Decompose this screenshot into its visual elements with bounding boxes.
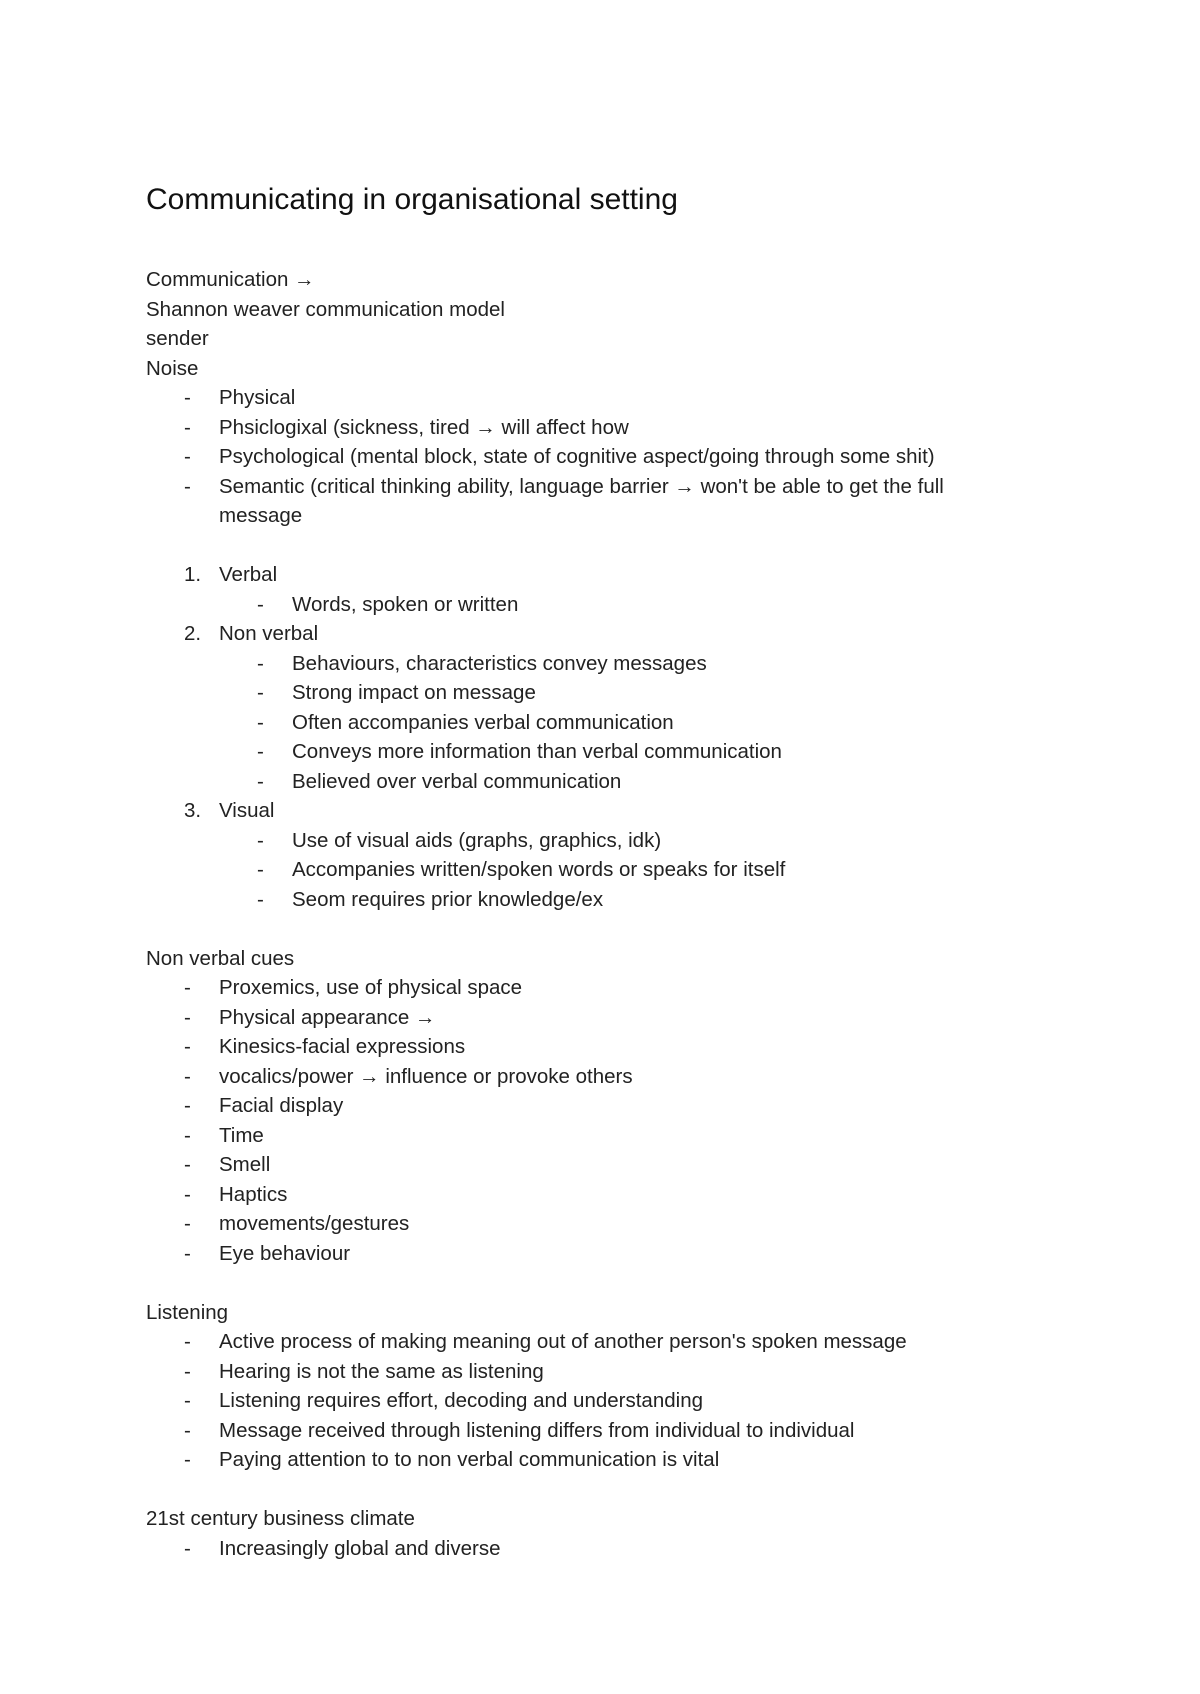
list-item: - Active process of making meaning out of another person's spoken message [146,1327,1146,1357]
spacer [146,914,1146,944]
page-title: Communicating in organisational setting [146,183,678,216]
list-item: - Eye behaviour [146,1239,1146,1269]
document-body [146,265,1146,1563]
bullet-dash: - [184,1448,191,1471]
list-item: - Words, spoken or written [146,590,1146,620]
list-item: - Time [146,1121,1146,1151]
list-item: - Seom requires prior knowledge/ex [146,885,1146,915]
section-heading-non-verbal-cues: Non verbal cues [146,946,295,970]
spacer [146,531,1146,561]
bullet-dash: - [184,1182,191,1206]
bullet-dash: - [257,740,264,763]
bullet-dash: - [184,1418,191,1442]
bullet-dash: - [184,386,191,409]
bullet-dash: - [184,474,191,498]
bullet-dash: - [257,651,264,675]
bullet-dash: - [257,592,264,616]
list-item: - Kinesics-facial expressions [146,1032,1146,1062]
text-line: Shannon weaver communication model [146,297,505,321]
bullet-dash: - [257,887,264,911]
bullet-dash: - [184,976,191,999]
spacer [146,1268,1146,1298]
list-item: - Psychological (mental block, state of cognitive aspect/going through some shit) [146,442,1146,472]
bullet-dash: - [184,1005,191,1029]
bullet-dash: - [257,710,264,734]
list-item: - Believed over verbal communication [146,767,1146,797]
list-item: - Physical appearance → [146,1003,1146,1033]
text-line: sender [146,327,209,350]
list-item: - Phsiclogixal (sickness, tired → will affect how [146,413,1146,443]
list-item: - Strong impact on message [146,678,1146,708]
numbered-item-visual: 3. Visual [184,799,275,822]
list-item: - vocalics/power → influence or provoke others [146,1062,1146,1092]
text-line: Communication → [146,268,315,291]
bullet-dash: - [184,1094,191,1117]
list-item: - movements/gestures [146,1209,1146,1239]
spacer [146,1475,1146,1505]
bullet-dash: - [184,1536,191,1560]
bullet-dash: - [184,1153,191,1176]
bullet-dash: - [257,828,264,852]
bullet-dash: - [257,858,264,881]
section-heading-noise: Noise [146,356,199,380]
list-item: - Proxemics, use of physical space [146,973,1146,1003]
list-item: - Physical [146,383,1146,413]
bullet-dash: - [184,445,191,468]
bullet-dash: - [184,1064,191,1088]
bullet-dash: - [184,1330,191,1353]
list-item: - Increasingly global and diverse [146,1534,1146,1564]
list-item: - Often accompanies verbal communication [146,708,1146,738]
bullet-dash: - [184,1035,191,1058]
list-item: - Behaviours, characteristics convey messages [146,649,1146,679]
list-item: - Semantic (critical thinking ability, language barrier → won't be able to get the full [146,472,1146,502]
bullet-dash: - [184,1359,191,1383]
bullet-dash: - [184,1389,191,1412]
list-item-continuation: message [219,504,303,527]
bullet-dash: - [184,1212,191,1235]
section-heading-listening: Listening [146,1300,229,1324]
list-item: - Listening requires effort, decoding and understanding [146,1386,1146,1416]
list-item: - Accompanies written/spoken words or speaks for itself [146,855,1146,885]
bullet-dash: - [184,1241,191,1265]
list-item: - Smell [146,1150,1146,1180]
list-item: - Haptics [146,1180,1146,1210]
list-item: - Conveys more information than verbal communication [146,737,1146,767]
section-heading-business-climate: 21st century business climate [146,1507,415,1530]
bullet-dash: - [257,769,264,793]
list-item: - Message received through listening differs from individual to individual [146,1416,1146,1446]
numbered-item-non-verbal: 2. Non verbal [184,622,319,645]
numbered-item-verbal: 1. Verbal [184,563,278,586]
bullet-dash: - [184,415,191,439]
list-item: - Facial display [146,1091,1146,1121]
list-item: - Hearing is not the same as listening [146,1357,1146,1387]
list-item: - Use of visual aids (graphs, graphics, idk) [146,826,1146,856]
bullet-dash: - [257,681,264,704]
bullet-dash: - [184,1123,191,1147]
list-item: - Paying attention to to non verbal communication is vital [146,1445,1146,1475]
